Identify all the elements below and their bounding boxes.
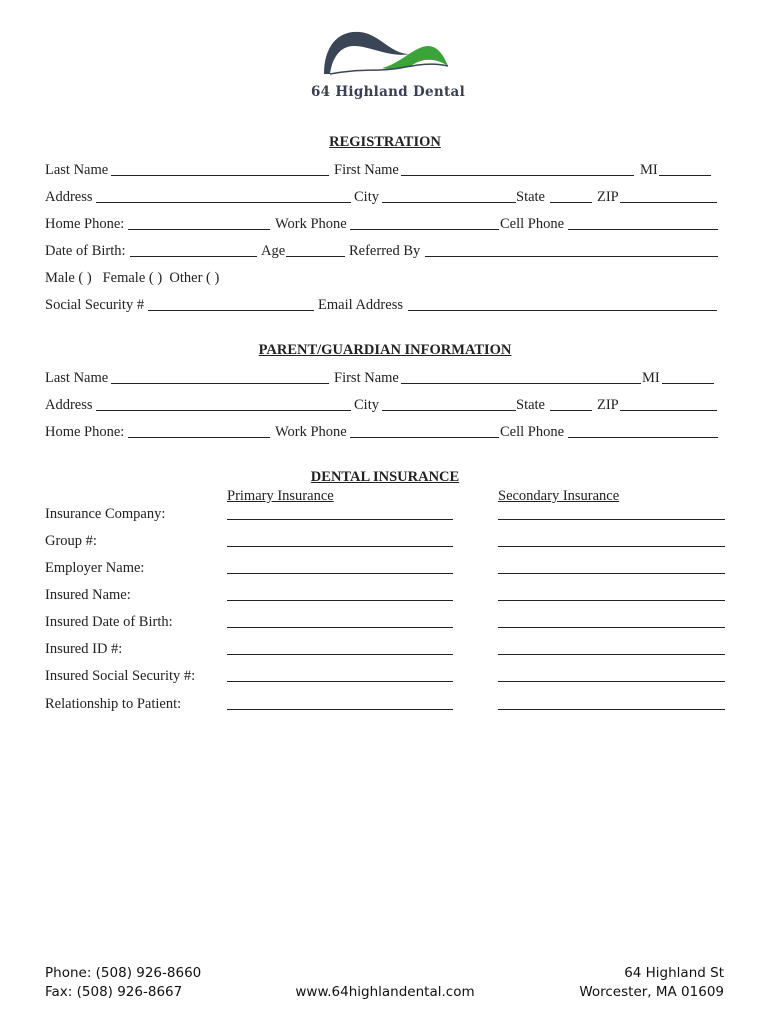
city-label: City <box>354 189 379 205</box>
insurance-row-label: Group #: <box>45 533 97 549</box>
guardian-mi-label: MI <box>642 370 660 386</box>
footer-phone: Phone: (508) 926-8660 <box>45 965 202 981</box>
guardian-last-name-label: Last Name <box>45 370 109 386</box>
guardian-cell-phone-field[interactable] <box>568 437 718 438</box>
primary-insurance-company-field[interactable] <box>227 519 453 520</box>
age-field[interactable] <box>286 256 345 257</box>
guardian-home-phone-field[interactable] <box>128 437 270 438</box>
primary-insured-id-field[interactable] <box>227 654 453 655</box>
cell-phone-label: Cell Phone <box>500 216 565 232</box>
primary-insured-dob-field[interactable] <box>227 627 453 628</box>
guardian-mi-field[interactable] <box>662 383 714 384</box>
insurance-row-label: Relationship to Patient: <box>45 696 182 712</box>
state-label: State <box>516 189 545 205</box>
referred-by-field[interactable] <box>425 256 718 257</box>
primary-group-field[interactable] <box>227 546 453 547</box>
guardian-state-label: State <box>516 397 545 413</box>
insurance-row-label: Insured Name: <box>45 587 131 603</box>
secondary-employer-field[interactable] <box>498 573 725 574</box>
secondary-insured-name-field[interactable] <box>498 600 725 601</box>
footer-street: 64 Highland St <box>624 965 724 981</box>
practice-logo <box>300 24 470 104</box>
home-phone-label: Home Phone: <box>45 216 125 232</box>
guardian-heading: PARENT/GUARDIAN INFORMATION <box>258 342 512 358</box>
footer-fax: Fax: (508) 926-8667 <box>45 984 183 1000</box>
mi-field[interactable] <box>659 175 711 176</box>
secondary-insured-id-field[interactable] <box>498 654 725 655</box>
dob-label: Date of Birth: <box>45 243 126 259</box>
secondary-insured-dob-field[interactable] <box>498 627 725 628</box>
referred-by-label: Referred By <box>349 243 421 259</box>
ssn-label: Social Security # <box>45 297 145 313</box>
secondary-insured-ssn-field[interactable] <box>498 681 725 682</box>
guardian-address-label: Address <box>45 397 93 413</box>
secondary-group-field[interactable] <box>498 546 725 547</box>
secondary-insurance-header: Secondary Insurance <box>498 488 620 504</box>
first-name-field[interactable] <box>401 175 634 176</box>
insurance-row-label: Employer Name: <box>45 560 145 576</box>
guardian-city-field[interactable] <box>382 410 516 411</box>
ssn-field[interactable] <box>148 310 314 311</box>
last-name-field[interactable] <box>111 175 329 176</box>
mountain-logo-icon <box>320 24 450 80</box>
work-phone-label: Work Phone <box>275 216 347 232</box>
insurance-row-label: Insured Social Security #: <box>45 668 196 684</box>
primary-insured-name-field[interactable] <box>227 600 453 601</box>
home-phone-field[interactable] <box>128 229 270 230</box>
dob-field[interactable] <box>130 256 257 257</box>
footer-city: Worcester, MA 01609 <box>579 984 724 1000</box>
age-label: Age <box>261 243 286 259</box>
zip-field[interactable] <box>620 202 717 203</box>
address-label: Address <box>45 189 93 205</box>
insurance-row-label: Insured Date of Birth: <box>45 614 173 630</box>
guardian-cell-phone-label: Cell Phone <box>500 424 565 440</box>
state-field[interactable] <box>550 202 592 203</box>
primary-insurance-header: Primary Insurance <box>227 488 334 504</box>
first-name-label: First Name <box>334 162 399 178</box>
registration-heading: REGISTRATION <box>329 134 441 150</box>
guardian-city-label: City <box>354 397 379 413</box>
mi-label: MI <box>640 162 658 178</box>
secondary-insurance-company-field[interactable] <box>498 519 725 520</box>
city-field[interactable] <box>382 202 516 203</box>
cell-phone-field[interactable] <box>568 229 718 230</box>
address-field[interactable] <box>96 202 351 203</box>
guardian-work-phone-label: Work Phone <box>275 424 347 440</box>
email-label: Email Address <box>318 297 403 313</box>
guardian-work-phone-field[interactable] <box>350 437 499 438</box>
footer-website[interactable]: www.64highlandental.com <box>295 984 475 1000</box>
insurance-row-label: Insured ID #: <box>45 641 123 657</box>
guardian-first-name-field[interactable] <box>401 383 641 384</box>
work-phone-field[interactable] <box>350 229 499 230</box>
guardian-zip-label: ZIP <box>597 397 619 413</box>
last-name-label: Last Name <box>45 162 109 178</box>
brand-name: 64 Highland Dental <box>310 84 466 100</box>
primary-relationship-field[interactable] <box>227 709 453 710</box>
guardian-last-name-field[interactable] <box>111 383 329 384</box>
guardian-state-field[interactable] <box>550 410 592 411</box>
insurance-heading: DENTAL INSURANCE <box>310 469 460 485</box>
primary-employer-field[interactable] <box>227 573 453 574</box>
gender-options[interactable]: Male ( ) Female ( ) Other ( ) <box>45 270 220 286</box>
guardian-first-name-label: First Name <box>334 370 399 386</box>
email-field[interactable] <box>408 310 717 311</box>
secondary-relationship-field[interactable] <box>498 709 725 710</box>
primary-insured-ssn-field[interactable] <box>227 681 453 682</box>
guardian-address-field[interactable] <box>96 410 351 411</box>
zip-label: ZIP <box>597 189 619 205</box>
guardian-home-phone-label: Home Phone: <box>45 424 125 440</box>
guardian-zip-field[interactable] <box>620 410 717 411</box>
insurance-row-label: Insurance Company: <box>45 506 166 522</box>
